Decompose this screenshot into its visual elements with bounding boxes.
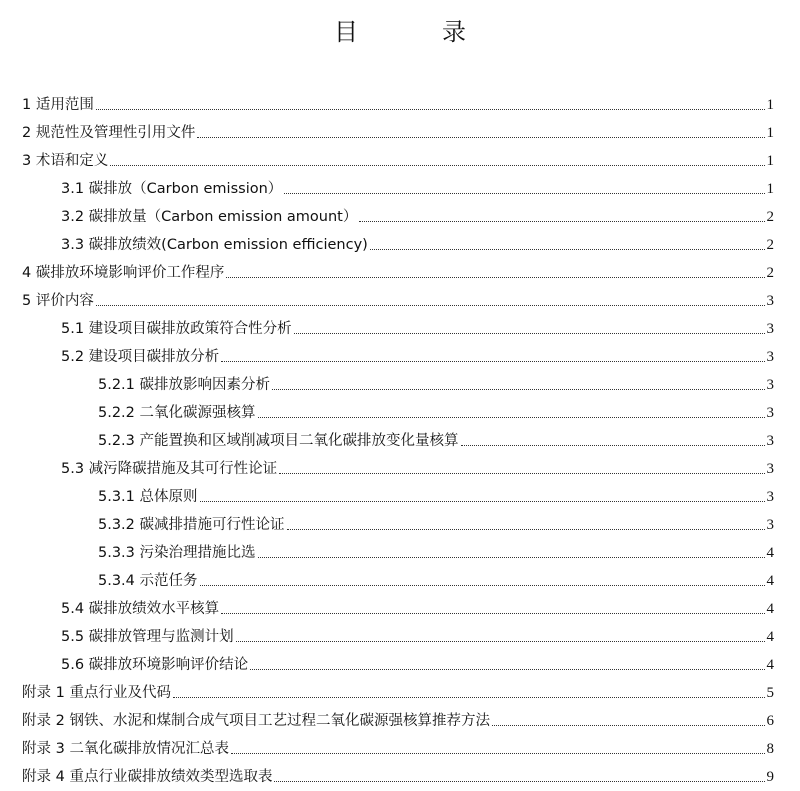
dot-leader (200, 584, 765, 586)
dot-leader (250, 668, 764, 670)
dot-leader (236, 640, 765, 642)
dot-leader (284, 192, 764, 194)
dot-leader (226, 276, 764, 278)
toc-entry[interactable] (61, 338, 774, 366)
toc-entry-label: 5.3.2 碳减排措施可行性论证 (98, 517, 285, 533)
toc-entry[interactable] (61, 198, 774, 226)
dot-leader (221, 612, 764, 614)
toc-entry-page: 5 (766, 685, 774, 701)
toc-entry-page: 1 (766, 125, 774, 141)
toc-entry-page: 3 (766, 517, 774, 533)
toc-entry[interactable] (98, 534, 774, 562)
dot-leader (110, 164, 764, 166)
toc-entry[interactable] (22, 254, 774, 282)
toc-entry-page: 4 (766, 629, 774, 645)
toc-entry[interactable] (98, 478, 774, 506)
dot-leader (197, 136, 764, 138)
dot-leader (274, 780, 764, 782)
dot-leader (461, 444, 765, 446)
toc-entry-page: 3 (766, 433, 774, 449)
toc-entry[interactable] (61, 646, 774, 674)
toc-entry-label: 3.1 碳排放（Carbon emission） (61, 181, 283, 197)
toc-entry[interactable] (98, 506, 774, 534)
toc-title: 目 录 (334, 18, 496, 46)
toc-entry[interactable] (61, 226, 774, 254)
toc-entry-page: 4 (766, 545, 774, 561)
toc-entry-page: 3 (766, 321, 774, 337)
toc-entry-label: 5.4 碳排放绩效水平核算 (61, 601, 220, 617)
toc-entry[interactable] (61, 310, 774, 338)
toc-entry-label: 5.5 碳排放管理与监测计划 (61, 629, 234, 645)
toc-entry-page: 2 (766, 265, 774, 281)
toc-entry-label: 5.2 建设项目碳排放分析 (61, 349, 220, 365)
toc-entry-page: 3 (766, 293, 774, 309)
toc-entry-page: 3 (766, 461, 774, 477)
toc-entry[interactable] (98, 366, 774, 394)
toc-entry[interactable] (22, 758, 774, 786)
toc-entry[interactable] (98, 562, 774, 590)
toc-entry-label: 2 规范性及管理性引用文件 (22, 125, 196, 141)
toc-entry[interactable] (61, 170, 774, 198)
dot-leader (272, 388, 764, 390)
toc-entry[interactable] (22, 86, 774, 114)
toc-entry-label: 5.3 减污降碳措施及其可行性论证 (61, 461, 278, 477)
toc-entry-label: 3.2 碳排放量（Carbon emission amount） (61, 209, 358, 225)
toc-entry-label: 5.1 建设项目碳排放政策符合性分析 (61, 321, 292, 337)
dot-leader (294, 332, 765, 334)
toc-entry-label: 附录 1 重点行业及代码 (22, 685, 171, 701)
toc-entry-label: 附录 4 重点行业碳排放绩效类型选取表 (22, 769, 273, 785)
dot-leader (258, 556, 765, 558)
toc-entry[interactable] (22, 674, 774, 702)
toc-entry-page: 3 (766, 349, 774, 365)
toc-entry[interactable] (22, 730, 774, 758)
dot-leader (96, 108, 765, 110)
toc-entry[interactable] (22, 702, 774, 730)
toc-entry[interactable] (98, 422, 774, 450)
toc-entry-page: 1 (766, 97, 774, 113)
toc-entry-label: 4 碳排放环境影响评价工作程序 (22, 265, 225, 281)
toc-entry[interactable] (61, 590, 774, 618)
toc-entry-label: 3 术语和定义 (22, 153, 109, 169)
toc-entry-page: 4 (766, 573, 774, 589)
toc-entry-page: 4 (766, 657, 774, 673)
dot-leader (258, 416, 765, 418)
dot-leader (173, 696, 765, 698)
toc-entry-page: 9 (766, 769, 774, 785)
dot-leader (221, 360, 764, 362)
toc-entry-page: 6 (766, 713, 774, 729)
toc-entry-page: 2 (766, 209, 774, 225)
toc-entry[interactable] (22, 142, 774, 170)
toc-entry-page: 3 (766, 405, 774, 421)
toc-entry-page: 3 (766, 489, 774, 505)
dot-leader (492, 724, 765, 726)
toc-entry-label: 5.2.2 二氧化碳源强核算 (98, 405, 256, 421)
toc-entry[interactable] (61, 618, 774, 646)
toc-entry-label: 5.2.1 碳排放影响因素分析 (98, 377, 271, 393)
toc-entry-label: 5.6 碳排放环境影响评价结论 (61, 657, 249, 673)
dot-leader (200, 500, 765, 502)
dot-leader (231, 752, 765, 754)
toc-entry[interactable] (61, 450, 774, 478)
dot-leader (96, 304, 765, 306)
toc-entry-page: 8 (766, 741, 774, 757)
toc-entry-page: 4 (766, 601, 774, 617)
dot-leader (359, 220, 764, 222)
dot-leader (287, 528, 765, 530)
dot-leader (370, 248, 765, 250)
toc-entry[interactable] (22, 114, 774, 142)
toc-entry-label: 5.3.3 污染治理措施比选 (98, 545, 256, 561)
toc-entry-label: 3.3 碳排放绩效(Carbon emission efficiency) (61, 237, 368, 253)
toc-entry-label: 1 适用范围 (22, 97, 94, 113)
toc-entry-label: 5.2.3 产能置换和区域削减项目二氧化碳排放变化量核算 (98, 433, 459, 449)
toc-entry-label: 5 评价内容 (22, 293, 94, 309)
toc-entry-label: 5.3.1 总体原则 (98, 489, 198, 505)
dot-leader (279, 472, 764, 474)
toc-entry-page: 2 (766, 237, 774, 253)
toc-entry-label: 5.3.4 示范任务 (98, 573, 198, 589)
toc-entry-page: 1 (766, 181, 774, 197)
toc-entry-label: 附录 2 钢铁、水泥和煤制合成气项目工艺过程二氧化碳源强核算推荐方法 (22, 713, 490, 729)
toc-entry[interactable] (22, 282, 774, 310)
toc-entry-page: 3 (766, 377, 774, 393)
toc-entry-page: 1 (766, 153, 774, 169)
toc-entry-label: 附录 3 二氧化碳排放情况汇总表 (22, 741, 229, 757)
toc-entry[interactable] (98, 394, 774, 422)
